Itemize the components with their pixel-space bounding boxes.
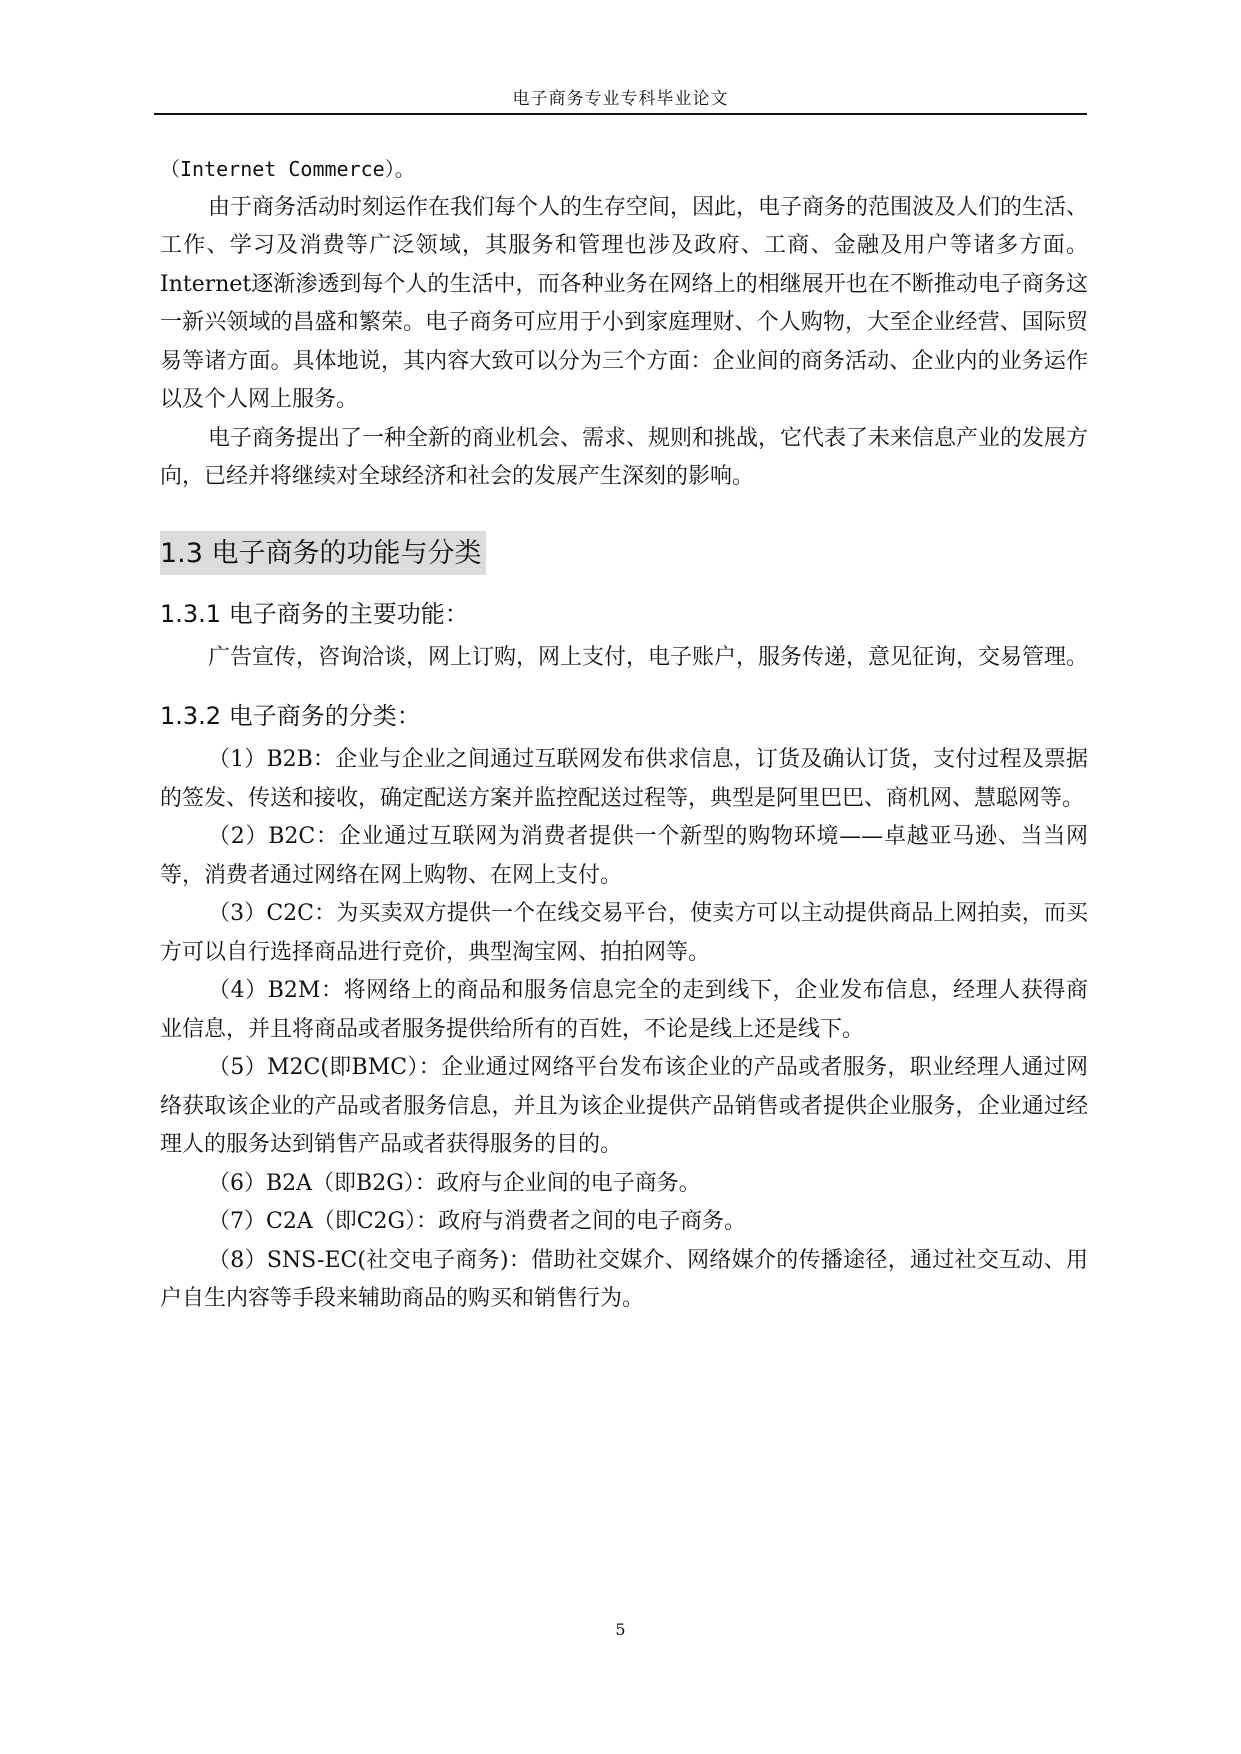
classification-item-b2c: （2）B2C：企业通过互联网为消费者提供一个新型的购物环境——卓越亚马逊、当当网等，消费者通过网络在网上购物、在网上支付。 xyxy=(160,824,1088,888)
section-heading: 1.3 电子商务的功能与分类 xyxy=(160,531,486,575)
classification-item-c2a: （7）C2A（即C2G）：政府与消费者之间的电子商务。 xyxy=(208,1209,747,1234)
classification-item-b2m: （4）B2M：将网络上的商品和服务信息完全的走到线下，企业发布信息，经理人获得商业信息，并且将商品或者服务提供给所有的百姓，不论是线上还是线下。 xyxy=(160,978,1088,1042)
page-body xyxy=(160,150,1088,1319)
classification-item-b2a: （6）B2A（即B2G）：政府与企业间的电子商务。 xyxy=(208,1170,701,1196)
paragraph-impact: 电子商务提出了一种全新的商业机会、需求、规则和挑战，它代表了未来信息产业的发展方向，已经并将继续对全球经济和社会的发展产生深刻的影响。 xyxy=(160,425,1089,489)
subsection-heading-functions: 1.3.1 电子商务的主要功能： xyxy=(160,599,469,628)
classification-item-sns-ec: （8）SNS-EC(社交电子商务)：借助社交媒介、网络媒介的传播途径，通过社交互动、用户自生内容等手段来辅助商品的购买和销售行为。 xyxy=(160,1247,1088,1311)
functions-text: 广告宣传，咨询洽谈，网上订购，网上支付，电子账户，服务传递，意见征询，交易管理。 xyxy=(208,644,1089,670)
continuation-line: （Internet Commerce）。 xyxy=(160,157,415,181)
running-header: 电子商务专业专科毕业论文 xyxy=(512,89,729,109)
header-divider xyxy=(154,113,1087,115)
classification-item-m2c: （5）M2C(即BMC）：企业通过网络平台发布该企业的产品或者服务，职业经理人通过网络获取该企业的产品或者服务信息，并且为该企业提供产品销售或者提供企业服务，企业通过经理人的服务达到销售产品或者获得服务的目的。 xyxy=(160,1055,1088,1157)
classification-item-b2b: （1）B2B：企业与企业之间通过互联网发布供求信息，订货及确认订货，支付过程及票据的签发、传送和接收，确定配送方案并监控配送过程等，典型是阿里巴巴、商机网、慧聪网等。 xyxy=(160,747,1088,811)
paragraph-scope: 由于商务活动时刻运作在我们每个人的生存空间，因此，电子商务的范围波及人们的生活、工作、学习及消费等广泛领域，其服务和管理也涉及政府、工商、金融及用户等诸多方面。Internet逐渐渗透到每个人的生活中，而各种业务在网络上的相继展开也在不断推动电子商务这一新兴领域的昌盛和繁荣。电子商务可应用于小到家庭理财、个人购物，大至企业经营、国际贸易等诸方面。具体地说，其内容大致可以分为三个方面：企业间的商务活动、企业内的业务运作以及个人网上服务。 xyxy=(160,194,1089,412)
classification-item-c2c: （3）C2C：为买卖双方提供一个在线交易平台，使卖方可以主动提供商品上网拍卖，而买方可以自行选择商品进行竞价，典型淘宝网、拍拍网等。 xyxy=(160,901,1088,965)
subsection-heading-classification: 1.3.2 电子商务的分类： xyxy=(160,702,421,730)
page-number: 5 xyxy=(615,1620,626,1639)
